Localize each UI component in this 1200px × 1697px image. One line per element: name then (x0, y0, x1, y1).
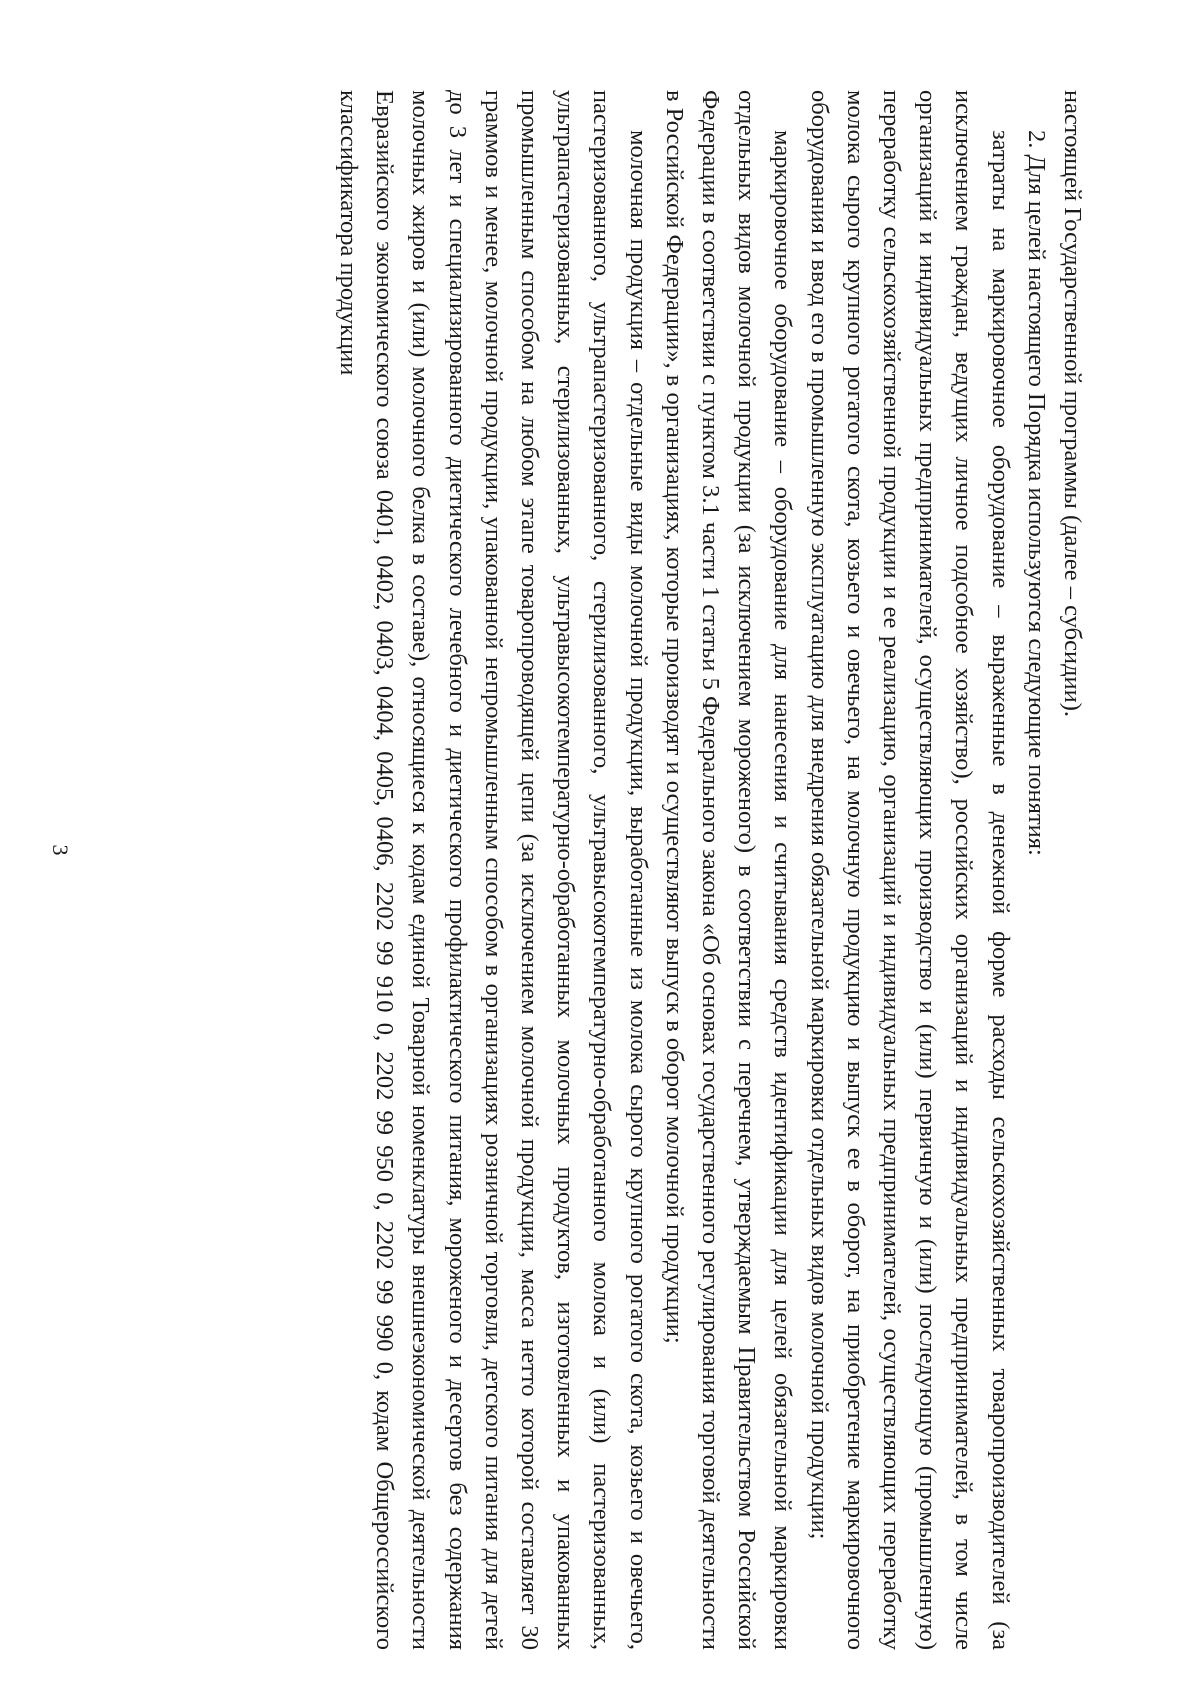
paragraph-continuation: настоящей Государственной программы (далее – субсидии). (1059, 90, 1086, 718)
paragraph-definition-dairy-products: молочная продукция – отдельные виды молочной продукции, выработанные из молока сырого крупного рогатого скота, козьего и овечьего, пастеризованного, ультрапастеризованного, стерилизованного, ультравысокотемпературно-обработанного молока и (или) пастеризованных, ультрапастеризованных, стерилизованных, ультравысокотемпературно-обработанных молочных продуктов, изготовленных и упакованных промышленным способом на любом этапе товаропроводящей цепи (за исключением молочной продукции, масса нетто которой составляет 30 граммов и менее, молочной продукции, упакованной непромышленным способом в организациях розничной торговли, детского питания для детей до 3 лет и специализированного диетического лечебного и диетического профилактического питания, мороженого и десертов без содержания молочных жиров и (или) молочного белка в составе), относящиеся к кодам единой Товарной номенклатуры внешнеэкономической деятельности Евразийского экономического союза 0401, 0402, 0403, 0404, 0405, 0406, 2202 99 910 0, 2202 99 950 0, 2202 99 990 0, кодам Общероссийского классификатора продукции (334, 90, 652, 1650)
paragraph-clause-2: 2. Для целей настоящего Порядка используются следующие понятия: (1022, 130, 1050, 856)
paragraph-definition-costs: затраты на маркировочное оборудование – выраженные в денежной форме расходы сельскохозяйственных товаропроизводителей (за исключением граждан, ведущих личное подсобное хозяйство), российских организаций и индивидуальных предпринимателей, в том числе организаций и индивидуальных предпринимателей, осуществляющих производство и (или) первичную и (или) последующую (промышленную) переработку сельскохозяйственной продукции и ее реализацию, организаций и индивидуальных предпринимателей, осуществляющих переработку молока сырого крупного рогатого скота, козьего и овечьего, на молочную продукцию и выпуск ее в оборот, на приобретение маркировочного оборудования и ввод его в промышленную эксплуатацию для внедрения обязательной маркировки отдельных видов молочной продукции; (805, 90, 1014, 1650)
page-content (110, 90, 1090, 1650)
page-number: 3 (48, 844, 73, 856)
rotated-text-block (110, 90, 1090, 1650)
paragraph-definition-equipment: маркировочное оборудование – оборудование для нанесения и считывания средств идентификации для целей обязательной маркировки отдельных видов молочной продукции (за исключением мороженого) в соответствии с перечнем, утверждаемым Правительством Российской Федерации в соответствии с пунктом 3.1 части 1 статьи 5 Федерального закона «Об основах государственного регулирования торговой деятельности в Российской Федерации», в организациях, которые производят и осуществляют выпуск в оборот молочной продукции; (660, 90, 797, 1650)
page-number-container (40, 838, 80, 868)
document-body (330, 90, 1090, 1650)
